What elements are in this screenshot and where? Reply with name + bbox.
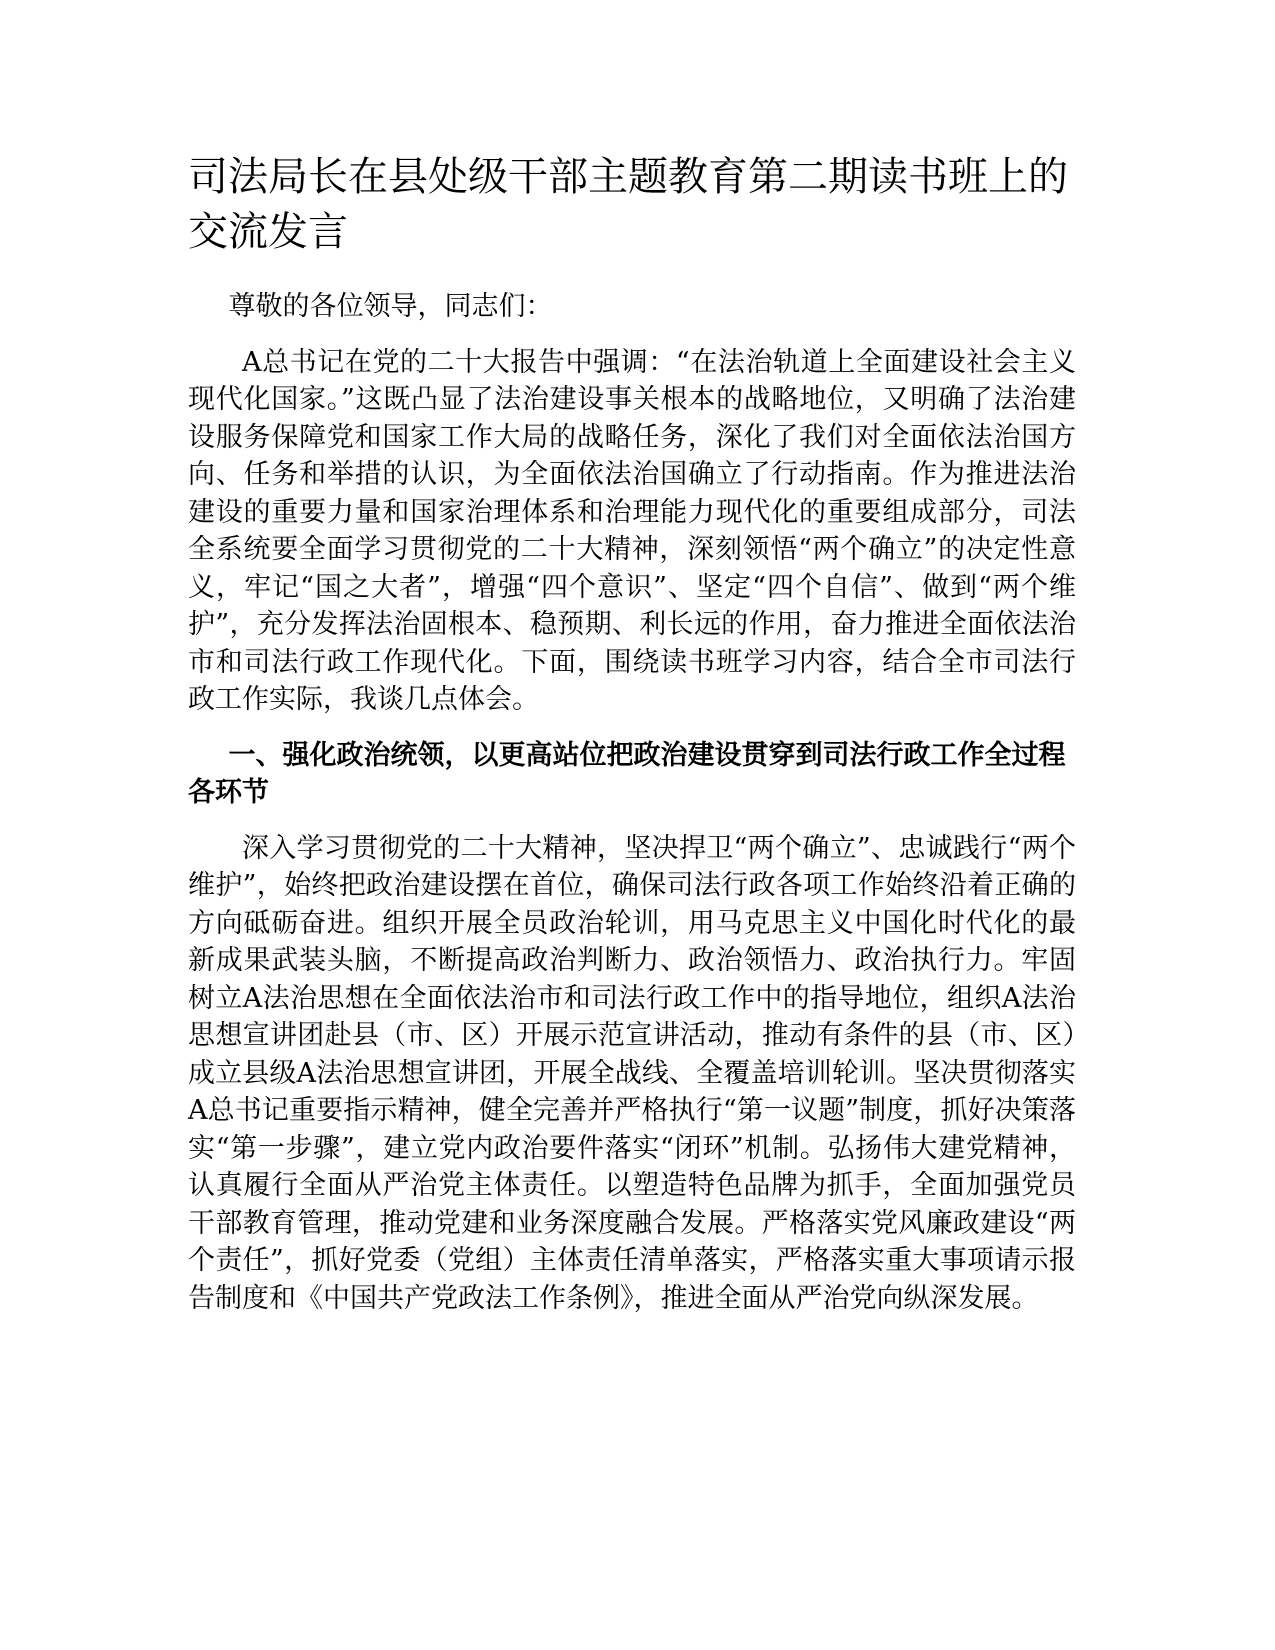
- paragraph-intro: A总书记在党的二十大报告中强调：“在法治轨道上全面建设社会主义现代化国家。”这既凸显了法治建设事关根本的战略地位，又明确了法治建设服务保障党和国家工作大局的战略任务，深化了我们对全面依法治国方向、任务和举措的认识，为全面依法治国确立了行动指南。作为推进法治建设的重要力量和国家治理体系和治理能力现代化的重要组成部分，司法全系统要全面学习贯彻党的二十大精神，深刻领悟“两个确立”的决定性意义，牢记“国之大者”，增强“四个意识”、坚定“四个自信”、做到“两个维护”，充分发挥法治固根本、稳预期、利长远的作用，奋力推进全面依法治市和司法行政工作现代化。下面，围绕读书班学习内容，结合全市司法行政工作实际，我谈几点体会。: [188, 346, 1076, 715]
- section-heading-1: 一、强化政治统领，以更高站位把政治建设贯穿到司法行政工作全过程各环节: [188, 739, 1066, 808]
- document-page: [188, 150, 1076, 1335]
- paragraph-section-1: 深入学习贯彻党的二十大精神，坚决捍卫“两个确立”、忠诚践行“两个维护”，始终把政治建设摆在首位，确保司法行政各项工作始终沿着正确的方向砥砺奋进。组织开展全员政治轮训，用马克思主义中国化时代化的最新成果武装头脑，不断提高政治判断力、政治领悟力、政治执行力。牢固树立A法治思想在全面依法治市和司法行政工作中的指导地位，组织A法治思想宣讲团赴县（市、区）开展示范宣讲活动，推动有条件的县（市、区）成立县级A法治思想宣讲团，开展全战线、全覆盖培训轮训。坚决贯彻落实A总书记重要指示精神，健全完善并严格执行“第一议题”制度，抓好决策落实“第一步骤”，建立党内政治要件落实“闭环”机制。弘扬伟大建党精神，认真履行全面从严治党主体责任。以塑造特色品牌为抓手，全面加强党员干部教育管理，推动党建和业务深度融合发展。严格落实党风廉政建设“两个责任”，抓好党委（党组）主体责任清单落实，严格落实重大事项请示报告制度和《中国共产党政法工作条例》，推进全面从严治党向纵深发展。: [188, 832, 1076, 1314]
- document-title: 司法局长在县处级干部主题教育第二期读书班上的交流发言: [188, 154, 1068, 255]
- salutation: 尊敬的各位领导，同志们：: [228, 291, 553, 322]
